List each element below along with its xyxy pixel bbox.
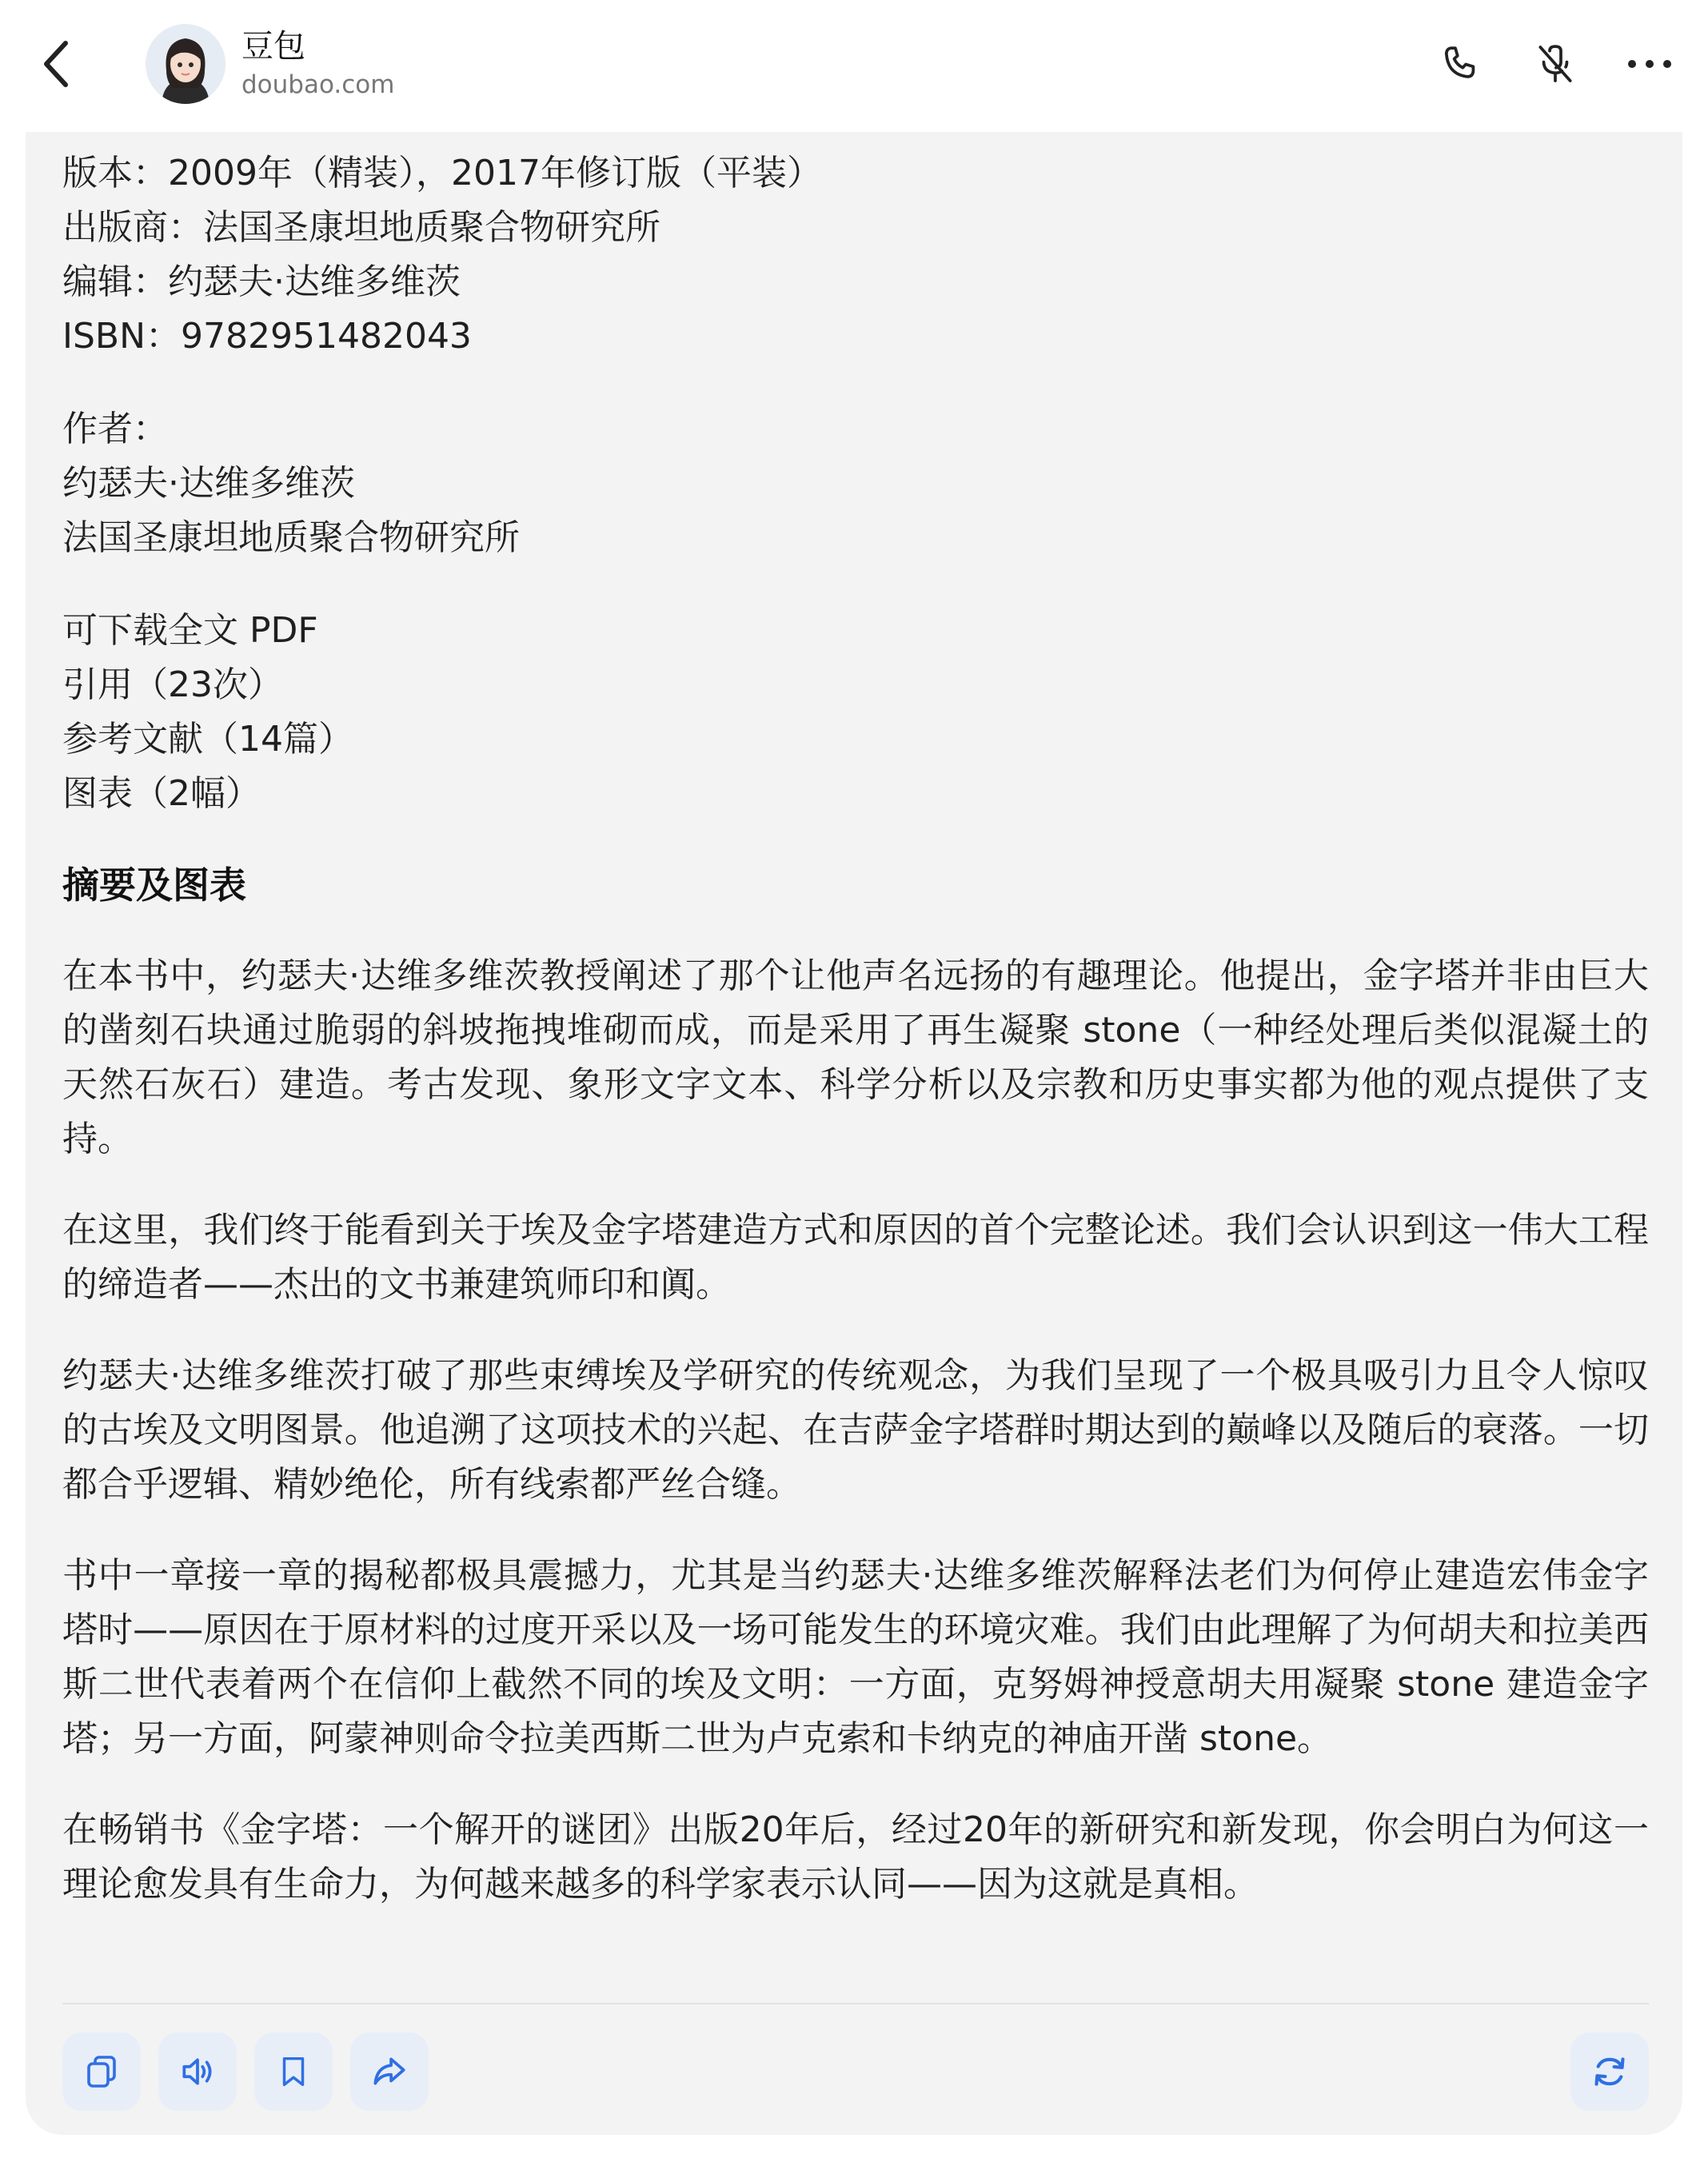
edition-line: 版本：2009年（精装），2017年修订版（平装） <box>62 153 822 193</box>
copy-icon <box>82 2052 121 2091</box>
back-button[interactable] <box>32 32 80 96</box>
bookmark-button[interactable] <box>254 2032 333 2111</box>
avatar[interactable] <box>146 24 225 104</box>
copy-button[interactable] <box>62 2032 141 2111</box>
abstract-paragraph: 在畅销书《金字塔：一个解开的谜团》出版20年后，经过20年的新研究和新发现，你会明白为何这一理论愈发具有生命力，为何越来越多的科学家表示认同——因为这就是真相。 <box>62 1809 1649 1905</box>
message-content <box>62 146 1649 1912</box>
abstract-heading: 摘要及图表 <box>62 864 246 907</box>
resource-pdf: 可下载全文 PDF <box>62 610 318 651</box>
abstract-paragraph: 在本书中，约瑟夫·达维多维茨教授阐述了那个让他声名远扬的有趣理论。他提出，金字塔并非由巨大的凿刻石块通过脆弱的斜坡拖拽堆砌而成，而是采用了再生凝聚 stone（一种经处理后类似混凝土的天然石灰石）建造。考古发现、象形文字文本、科学分析以及宗教和历史事实都为他的观点提供了支持。 <box>62 955 1649 1159</box>
isbn-line: ISBN：9782951482043 <box>62 316 472 357</box>
resource-references: 参考文献（14篇） <box>62 719 353 760</box>
share-button[interactable] <box>350 2032 429 2111</box>
editor-line: 编辑：约瑟夫·达维多维茨 <box>62 261 461 302</box>
chat-title <box>241 26 394 102</box>
bookmark-icon <box>275 2053 312 2090</box>
more-icon <box>1626 56 1674 72</box>
resource-citations: 引用（23次） <box>62 664 283 705</box>
abstract-paragraph: 约瑟夫·达维多维茨打破了那些束缚埃及学研究的传统观念，为我们呈现了一个极具吸引力且令人惊叹的古埃及文明图景。他追溯了这项技术的兴起、在吉萨金字塔群时期达到的巅峰以及随后的衰落。一切都合乎逻辑、精妙绝伦，所有线索都严丝合缝。 <box>62 1355 1649 1505</box>
divider <box>62 2003 1649 2004</box>
refresh-icon <box>1589 2051 1630 2092</box>
resource-figures: 图表（2幅） <box>62 773 261 814</box>
author-item: 法国圣康坦地质聚合物研究所 <box>62 517 520 558</box>
authors-label: 作者： <box>62 409 168 449</box>
chevron-left-icon <box>40 38 72 90</box>
speaker-icon <box>178 2052 217 2092</box>
abstract-paragraph: 在这里，我们终于能看到关于埃及金字塔建造方式和原因的首个完整论述。我们会认识到这一伟大工程的缔造者——杰出的文书兼建筑师印和阗。 <box>62 1210 1649 1305</box>
message-card <box>26 132 1682 2135</box>
phone-icon <box>1439 42 1483 86</box>
regenerate-button[interactable] <box>1570 2032 1649 2111</box>
read-aloud-button[interactable] <box>158 2032 237 2111</box>
share-icon <box>369 2052 409 2092</box>
mic-off-icon <box>1533 42 1578 86</box>
more-button[interactable] <box>1623 38 1676 90</box>
call-button[interactable] <box>1435 38 1487 90</box>
header-actions <box>1435 32 1676 96</box>
app-name: 豆包 <box>241 28 305 65</box>
mute-button[interactable] <box>1529 38 1582 90</box>
abstract-paragraph: 书中一章接一章的揭秘都极具震撼力，尤其是当约瑟夫·达维多维茨解释法老们为何停止建造宏伟金字塔时——原因在于原材料的过度开采以及一场可能发生的环境灾难。我们由此理解了为何胡夫和拉美西斯二世代表着两个在信仰上截然不同的埃及文明：一方面，克努姆神授意胡夫用凝聚 stone 建造金字塔；另一方面，阿蒙神则命令拉美西斯二世为卢克索和卡纳克的神庙开凿 stone。 <box>62 1555 1649 1759</box>
author-item: 约瑟夫·达维多维茨 <box>62 463 355 504</box>
app-domain: doubao.com <box>241 70 395 99</box>
top-bar <box>0 0 1708 132</box>
publisher-line: 出版商：法国圣康坦地质聚合物研究所 <box>62 207 660 248</box>
